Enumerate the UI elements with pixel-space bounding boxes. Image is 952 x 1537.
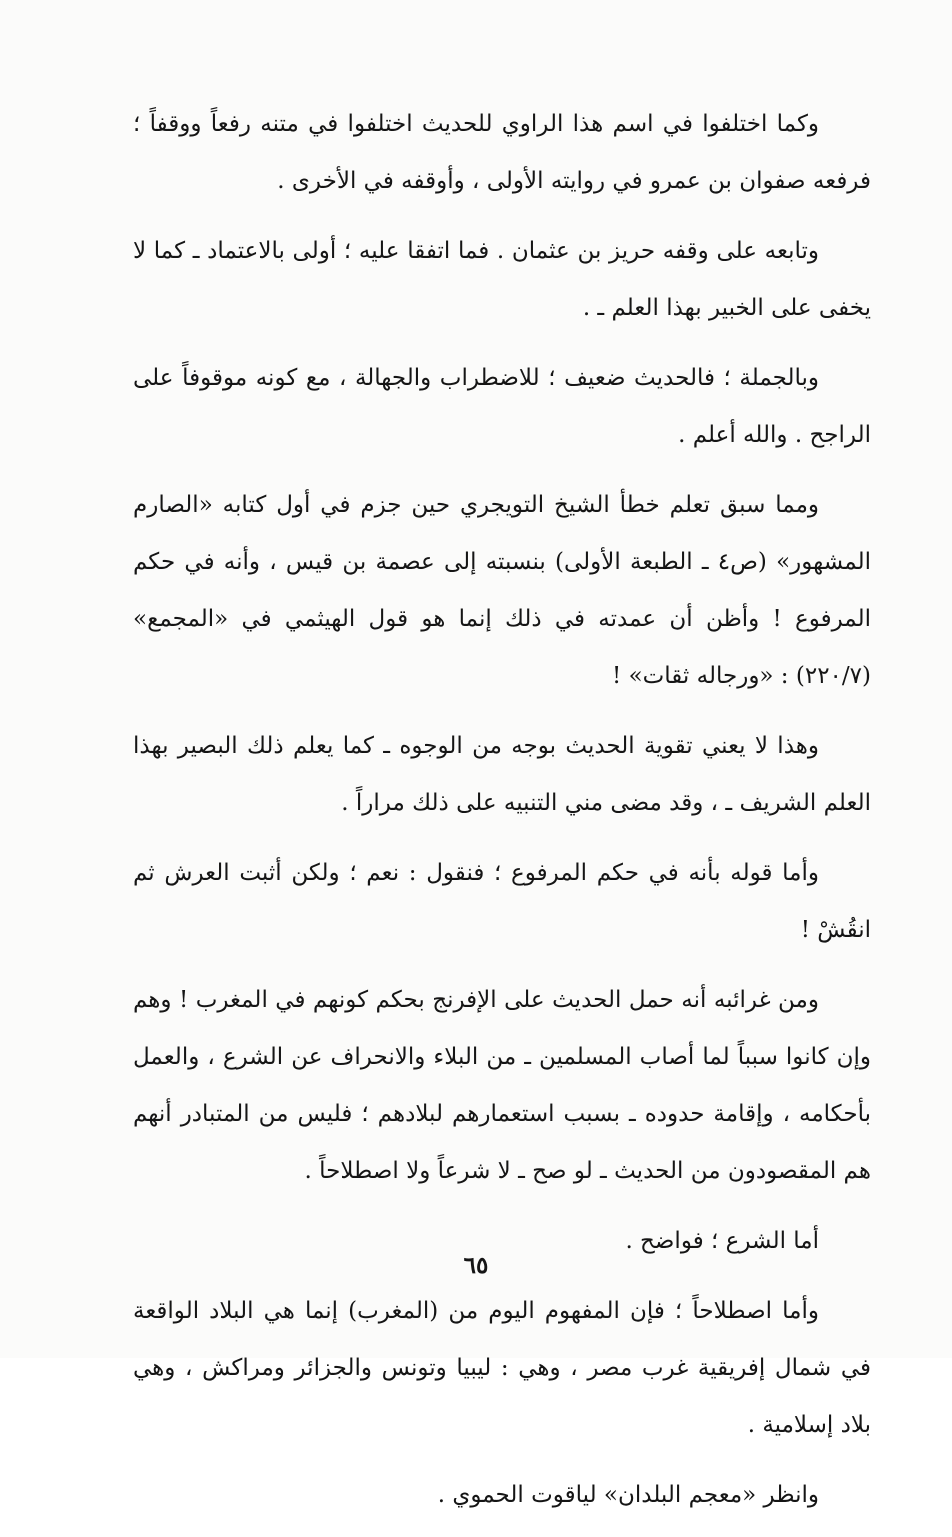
paragraph-2: وتابعه على وقفه حريز بن عثمان . فما اتفقا عليه ؛ أولى بالاعتماد ـ كما لا يخفى على الخبير بهذا العلم ـ . [133, 238, 871, 321]
page-number: ٦٥ [463, 1252, 489, 1279]
paragraph-10: وانظر «معجم البلدان» لياقوت الحموي . [437, 1482, 819, 1508]
paragraph-1: وكما اختلفوا في اسم هذا الراوي للحديث اختلفوا في متنه رفعاً ووقفاً ؛ فرفعه صفوان بن عمرو في روايته الأولى ، وأوقفه في الأخرى . [133, 111, 871, 194]
paragraph-9: وأما اصطلاحاً ؛ فإن المفهوم اليوم من (المغرب) إنما هي البلاد الواقعة في شمال إفريقية غرب مصر ، وهي : ليبيا وتونس والجزائر ومراكش ، وهي بلاد إسلامية . [133, 1298, 871, 1438]
paragraph-3: وبالجملة ؛ فالحديث ضعيف ؛ للاضطراب والجهالة ، مع كونه موقوفاً على الراجح . والله أعلم . [133, 365, 871, 448]
paragraph-8: أما الشرع ؛ فواضح . [625, 1228, 819, 1254]
paragraph-6: وأما قوله بأنه في حكم المرفوع ؛ فنقول : نعم ؛ ولكن أثبت العرش ثم انقُشْ ! [133, 860, 871, 943]
main-text [133, 96, 871, 1537]
paragraph-7: ومن غرائبه أنه حمل الحديث على الإفرنج بحكم كونهم في المغرب ! وهم وإن كانوا سبباً لما أصاب المسلمين ـ من البلاء والانحراف عن الشرع ، والعمل بأحكامه ، وإقامة حدوده ـ بسبب استعمارهم لبلادهم ؛ فليس من المتبادر أنهم هم المقصودون من الحديث ـ لو صح ـ لا شرعاً ولا اصطلاحاً . [133, 987, 871, 1184]
paragraph-4: ومما سبق تعلم خطأ الشيخ التويجري حين جزم في أول كتابه «الصارم المشهور» (ص٤ ـ الطبعة الأولى) بنسبته إلى عصمة بن قيس ، وأنه في حكم المرفوع ! وأظن أن عمدته في ذلك إنما هو قول الهيثمي في «المجمع» (٢٢٠/٧) : «ورجاله ثقات» ! [133, 492, 871, 689]
paragraph-5: وهذا لا يعني تقوية الحديث بوجه من الوجوه ـ كما يعلم ذلك البصير بهذا العلم الشريف ـ ، وقد مضى مني التنبيه على ذلك مراراً . [133, 733, 871, 816]
